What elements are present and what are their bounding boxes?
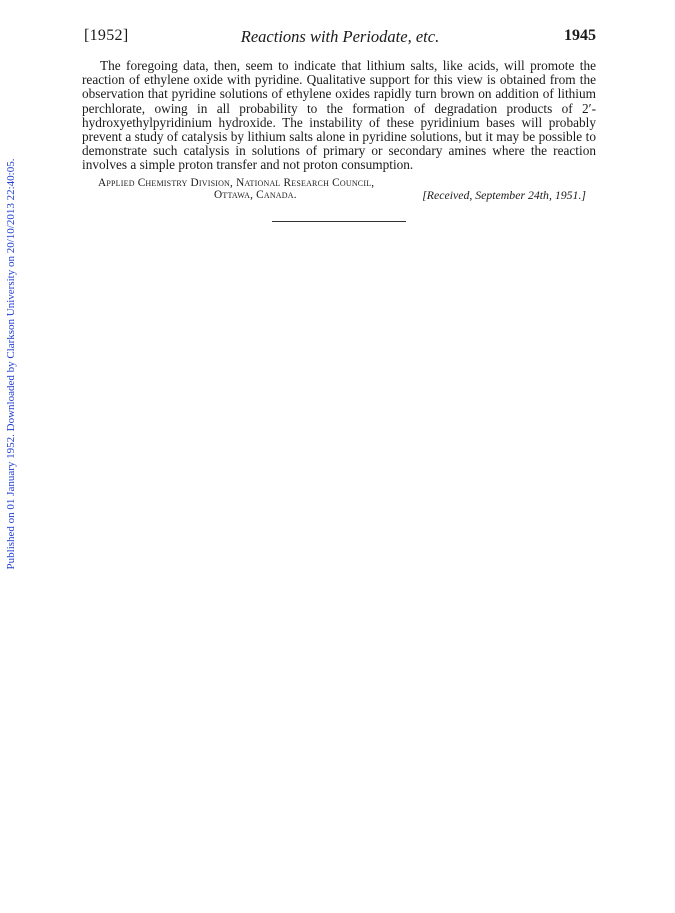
body-paragraph: The foregoing data, then, seem to indicate that lithium salts, like acids, will promote the reaction of ethylene oxide with pyridine. Qualitative support for this view is obtained from the observation that pyridine solutions of ethylene oxides rapidly turn brown on addition of lithium perchlorate, owing in all probability to the formation of degradation products of 2′-hydroxyethylpyridinium hydroxide. The instability of these pyridinium bases will probably prevent a study of catalysis by lithium salts alone in pyridine solutions, but it may be possible to demonstrate such catalysis in solutions of primary or secondary amines where the reaction involves a simple proton transfer and not proton consumption. (82, 58, 596, 173)
running-title: Reactions with Periodate, etc. (240, 27, 440, 46)
journal-year: [1952] (84, 27, 129, 44)
affiliation-line-1: Applied Chemistry Division, National Research Council, (98, 177, 375, 189)
affiliation-line-2: Ottawa, Canada. (214, 189, 297, 201)
download-watermark (4, 158, 18, 570)
affiliation-block (98, 177, 598, 207)
page-number: 1945 (564, 27, 596, 44)
end-rule (272, 221, 406, 222)
received-date: [Received, September 24th, 1951.] (422, 188, 586, 202)
watermark-text: Published on 01 January 1952. Downloaded by Clarkson University on 20/10/2013 22:40:05. (5, 158, 17, 570)
running-header (84, 27, 596, 49)
